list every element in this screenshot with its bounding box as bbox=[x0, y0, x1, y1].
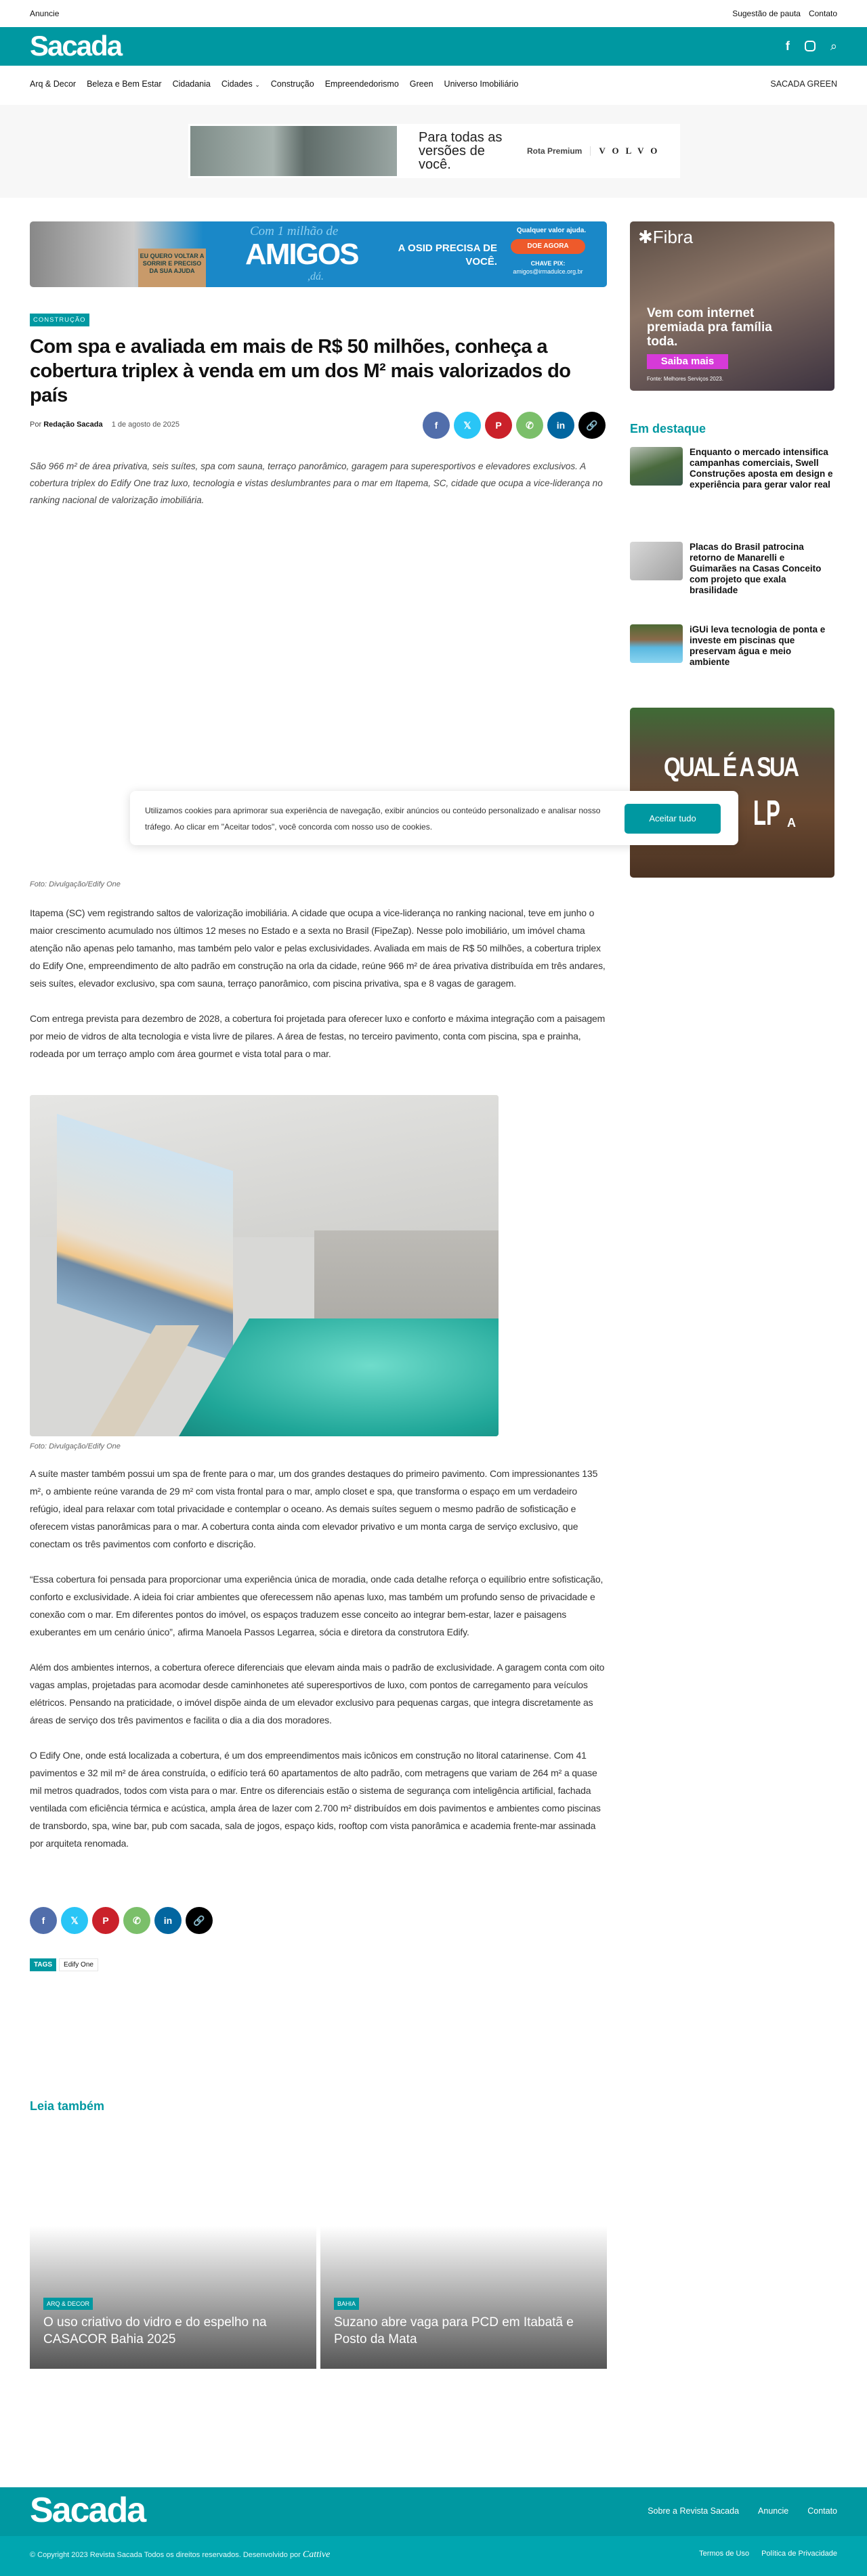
linkedin-icon: in bbox=[163, 1915, 173, 1926]
facebook-icon: f bbox=[41, 1915, 45, 1926]
tags-label: TAGS bbox=[30, 1958, 56, 1971]
pix-label: CHAVE PIX: bbox=[530, 260, 566, 267]
nav-empreendedorismo[interactable]: Empreendedorismo bbox=[324, 79, 399, 89]
linkedin-icon: in bbox=[556, 420, 566, 431]
pinterest-icon: P bbox=[495, 420, 502, 431]
ad-headline: QUAL É A SUA bbox=[664, 752, 798, 782]
linkedin-share-button[interactable] bbox=[547, 412, 574, 439]
x-share-button[interactable] bbox=[61, 1907, 88, 1934]
featured-item-title: Enquanto o mercado intensifica campanhas comerciais, Swell Construções aposta em design e experiência para gerar valor real bbox=[690, 447, 833, 490]
nav-cidades-label: Cidades bbox=[221, 79, 253, 89]
site-logo[interactable]: Sacada bbox=[30, 30, 122, 62]
category-badge[interactable]: CONSTRUÇÃO bbox=[30, 314, 89, 326]
top-link-contato[interactable]: Contato bbox=[808, 9, 837, 18]
ad-line: ,dá. bbox=[308, 271, 324, 282]
nav-cidadania[interactable]: Cidadania bbox=[172, 79, 211, 89]
donate-button[interactable]: DOE AGORA bbox=[511, 239, 585, 254]
ad-source: Fonte: Melhores Serviços 2023. bbox=[647, 376, 723, 382]
card-category: ARQ & DECOR bbox=[43, 2298, 93, 2310]
pinterest-share-button[interactable] bbox=[485, 412, 512, 439]
featured-item-title: iGUi leva tecnologia de ponta e investe em piscinas que preservam água e meio ambiente bbox=[690, 624, 826, 667]
footer-link-contato[interactable]: Contato bbox=[807, 2506, 837, 2516]
whatsapp-icon: ✆ bbox=[133, 1914, 141, 1926]
ad-headline: Vem com internet premiada pra família toda. bbox=[647, 306, 772, 349]
ad-brand: ✱Fibra bbox=[638, 227, 694, 247]
ad-sign-text: EU QUERO VOLTAR A SORRIR E PRECISO DA SUA AJUDA bbox=[138, 249, 206, 287]
tag-edify-one[interactable]: Edify One bbox=[59, 1958, 98, 1971]
cookie-text: Utilizamos cookies para aprimorar sua experiência de navegação, exibir anúncios ou conteúdo personalizado e analisar nosso tráfego. Ao clicar em "Aceitar todos", você concorda com nosso uso de cookies. bbox=[145, 806, 601, 832]
pix-key: amigos@irmadulce.org.br bbox=[513, 268, 583, 275]
related-card[interactable] bbox=[320, 2226, 607, 2369]
tags bbox=[30, 1958, 98, 1971]
ad-pix bbox=[504, 259, 592, 276]
featured-item-title: Placas do Brasil patrocina retorno de Manarelli e Guimarães na Casas Conceito com projeto que exala brasilidade bbox=[690, 542, 822, 595]
paragraph: A suíte master também possui um spa de frente para o mar, um dos grandes destaques do primeiro pavimento. Com impressionantes 135 m², o ambiente reúne varanda de 29 m² com vista frontal para o mar, amplo closet e spa, que transforma o espaço em um verdadeiro refúgio, ideal para relaxar com total privacidade e contemplar o oceano. As demais suítes seguem o mesmo padrão de sofisticação e oferecem vistas panorâmicas para o mar. A cobertura conta ainda com elevador privativo e um monta carga de serviço exclusivo, que conectam os três pavimentos com conforto e discrição. bbox=[30, 1468, 598, 1549]
by-label: Por bbox=[30, 421, 42, 429]
volvo-ad[interactable] bbox=[188, 124, 680, 178]
facebook-share-button[interactable] bbox=[30, 1907, 57, 1934]
ad-suffix: A bbox=[787, 816, 796, 830]
featured-item[interactable] bbox=[630, 624, 833, 668]
ad-cta-text: A OSID PRECISA DE VOCÊ. bbox=[398, 242, 497, 267]
featured-title: Em destaque bbox=[630, 422, 706, 435]
share-bar-top bbox=[423, 412, 606, 439]
featured-thumb bbox=[630, 542, 683, 580]
ad-word: LP bbox=[753, 794, 780, 833]
featured-item[interactable] bbox=[630, 542, 833, 596]
copy-link-icon: 🔗 bbox=[193, 1914, 205, 1926]
whatsapp-share-button[interactable] bbox=[123, 1907, 150, 1934]
search-icon[interactable]: ⌕ bbox=[830, 39, 837, 53]
share-bar-bottom bbox=[30, 1907, 213, 1934]
photo-caption: Foto: Divulgação/Edify One bbox=[30, 1442, 121, 1451]
linkedin-share-button[interactable] bbox=[154, 1907, 182, 1934]
nav-construcao[interactable]: Construção bbox=[270, 79, 314, 89]
footer-main bbox=[0, 2487, 867, 2536]
paragraph: Além dos ambientes internos, a cobertura oferece diferenciais que elevam ainda mais o padrão de exclusividade. A garagem conta com oito vagas amplas, projetadas para acomodar desde caminhonetes até superesportivos de luxo, com pontos de carregamento para veículos elétricos. Pensando na praticidade, o imóvel dispõe ainda de um elevador exclusivo para pequenas cargas, que integra discretamente as áreas de serviço dos três pavimentos e facilita o dia a dia dos moradores. bbox=[30, 1662, 605, 1725]
paragraph: “Essa cobertura foi pensada para proporcionar uma experiência única de moradia, onde cada detalhe reforça o equilíbrio entre sofisticação, conforto e exclusividade. A ideia foi criar ambientes que oferecessem não apenas luxo, mas também um profundo senso de privacidade e conexão com o mar. Em diferentes pontos do imóvel, os espaços traduzem esse conceito ao integrar bem-estar, lazer e paisagens exuberantes em um cenário único”, afirma Manoela Passos Legarrea, sócia e diretora da construtora Edify. bbox=[30, 1574, 604, 1637]
top-ad-area bbox=[0, 105, 867, 198]
pinterest-share-button[interactable] bbox=[92, 1907, 119, 1934]
nav-arq-decor[interactable]: Arq & Decor bbox=[30, 79, 77, 89]
top-link-sugestao[interactable]: Sugestão de pauta bbox=[732, 9, 801, 18]
site-header bbox=[0, 27, 867, 66]
article-image bbox=[30, 1095, 499, 1436]
ad-tagline: Para todas as versões de você. bbox=[419, 130, 503, 172]
facebook-icon: f bbox=[434, 420, 438, 431]
copy-link-icon: 🔗 bbox=[586, 419, 598, 431]
developer-logo[interactable]: Cattive bbox=[302, 2550, 331, 2560]
featured-thumb bbox=[630, 624, 683, 663]
copy-link-share-button[interactable] bbox=[186, 1907, 213, 1934]
ad-image bbox=[190, 126, 397, 176]
whatsapp-share-button[interactable] bbox=[516, 412, 543, 439]
chevron-down-icon: ⌄ bbox=[255, 81, 260, 88]
footer-link-sobre[interactable]: Sobre a Revista Sacada bbox=[648, 2506, 740, 2516]
card-title: Suzano abre vaga para PCD em Itabatã e Posto da Mata bbox=[334, 2315, 574, 2346]
nav-sacada-green[interactable]: SACADA GREEN bbox=[770, 79, 837, 89]
card-category: BAHIA bbox=[334, 2298, 359, 2310]
related-title: Leia também bbox=[30, 2099, 105, 2113]
ad-headline: AMIGOS bbox=[245, 238, 358, 271]
footer-link-privacidade[interactable]: Política de Privacidade bbox=[761, 2550, 837, 2558]
copyright bbox=[30, 2550, 330, 2560]
article-title: Com spa e avaliada em mais de R$ 50 milhões, conheça a cobertura triplex à venda em um dos M² mais valorizados do país bbox=[30, 336, 571, 406]
ad-saiba-mais-button[interactable]: Saiba mais bbox=[647, 354, 728, 369]
photo-caption: Foto: Divulgação/Edify One bbox=[30, 880, 121, 888]
top-bar bbox=[0, 0, 867, 27]
article-lead: São 966 m² de área privativa, seis suítes, spa com sauna, terraço panorâmico, garagem para superesportivos e elevadores exclusivos. A cobertura triplex do Edify One traz luxo, tecnologia e vistas deslumbrantes para o mar em Itapema, SC, cidade que ocupa a vice-liderança no ranking nacional de valorização imobiliária. bbox=[30, 461, 603, 505]
osid-banner-ad[interactable] bbox=[30, 221, 607, 287]
article-body-1 bbox=[30, 904, 607, 1062]
ad-dealer: Rota Premium bbox=[527, 146, 591, 156]
instagram-icon[interactable] bbox=[805, 41, 816, 51]
facebook-icon[interactable]: f bbox=[785, 39, 790, 53]
footer-bottom bbox=[0, 2536, 867, 2576]
article-body-2 bbox=[30, 1465, 607, 1852]
facebook-share-button[interactable] bbox=[423, 412, 450, 439]
paragraph: Com entrega prevista para dezembro de 2028, a cobertura foi projetada para oferecer luxo e conforto e máxima integração com a paisagem por meio de vidros de alta tecnologia e vista livre de pilares. A área de festas, no terceiro pavimento, conta com piscina, spa e prainha, rodeada por um terraço amplo com área gourmet e vista total para o mar. bbox=[30, 1013, 606, 1059]
ad-help-text: Qualquer valor ajuda. bbox=[516, 227, 587, 234]
x-icon: 𝕏 bbox=[463, 419, 471, 431]
copyright-text: © Copyright 2023 Revista Sacada Todos os direitos reservados. Desenvolvido por bbox=[30, 2551, 301, 2559]
top-link-anuncie[interactable]: Anuncie bbox=[30, 9, 60, 18]
nav-green[interactable]: Green bbox=[409, 79, 434, 89]
cookie-banner bbox=[130, 791, 738, 845]
x-share-button[interactable] bbox=[454, 412, 481, 439]
ad-brand-text: Fibra bbox=[652, 227, 694, 247]
author-link[interactable]: Redação Sacada bbox=[43, 421, 103, 429]
related-card[interactable] bbox=[30, 2226, 316, 2369]
copy-link-share-button[interactable] bbox=[578, 412, 606, 439]
footer-link-anuncie[interactable]: Anuncie bbox=[758, 2506, 789, 2516]
ad-line: Com 1 milhão de bbox=[250, 224, 339, 238]
fibra-ad[interactable] bbox=[630, 221, 834, 391]
article-meta bbox=[30, 421, 179, 429]
nav-beleza[interactable]: Beleza e Bem Estar bbox=[87, 79, 162, 89]
publish-date: 1 de agosto de 2025 bbox=[111, 421, 179, 429]
nav-universo-imobiliario[interactable]: Universo Imobiliário bbox=[444, 79, 519, 89]
card-title: O uso criativo do vidro e do espelho na CASACOR Bahia 2025 bbox=[43, 2315, 267, 2346]
pinterest-icon: P bbox=[102, 1915, 109, 1926]
nav-cidades[interactable] bbox=[221, 79, 260, 89]
footer-logo[interactable]: Sacada bbox=[30, 2491, 146, 2530]
ad-brand-logo: VOLVO bbox=[599, 146, 664, 156]
accept-cookies-button[interactable]: Aceitar tudo bbox=[625, 804, 721, 834]
featured-item[interactable] bbox=[630, 447, 833, 490]
paragraph: O Edify One, onde está localizada a cobertura, é um dos empreendimentos mais icônicos em construção no litoral catarinense. Com 41 pavimentos e 32 mil m² de área construída, o edifício terá 60 apartamentos de alto padrão, com metragens que variam de 264 m² a quase mil metros quadrados, todos com vista para o mar. Entre os diferenciais estão o sistema de segurança com inteligência artificial, fachada ventilada com eficiência térmica e acústica, ampla área de lazer com 2.700 m² distribuídos em dois pavimentos e ambientes como piscinas de transbordo, spa, wine bar, pub com sacada, sala de jogos, espaço kids, rooftop com vista panorâmica e academia frente-mar assinada por arquiteta renomada. bbox=[30, 1750, 601, 1849]
paragraph: Itapema (SC) vem registrando saltos de valorização imobiliária. A cidade que ocupa a vice-liderança no ranking nacional, teve em junho o maior crescimento acumulado nos últimos 12 meses no Estado e a sexta no Brasil (FipeZap). Nesse polo imobiliário, um imóvel chama atenção não apenas pelo tamanho, mas também pelo valor e pelas exclusividades. Avaliada em mais de R$ 50 milhões, a cobertura triplex do Edify One, empreendimento de alto padrão em construção na orla da cidade, reúne 966 m² de área privativa distribuída em três andares, seis suítes, elevador exclusivo, spa com sauna, terraço panorâmico, com piscina privativa, spa e 8 vagas de garagem. bbox=[30, 907, 606, 989]
main-nav bbox=[0, 66, 867, 105]
x-icon: 𝕏 bbox=[70, 1914, 79, 1926]
featured-thumb bbox=[630, 447, 683, 486]
whatsapp-icon: ✆ bbox=[526, 419, 534, 431]
footer-link-termos[interactable]: Termos de Uso bbox=[699, 2550, 750, 2558]
